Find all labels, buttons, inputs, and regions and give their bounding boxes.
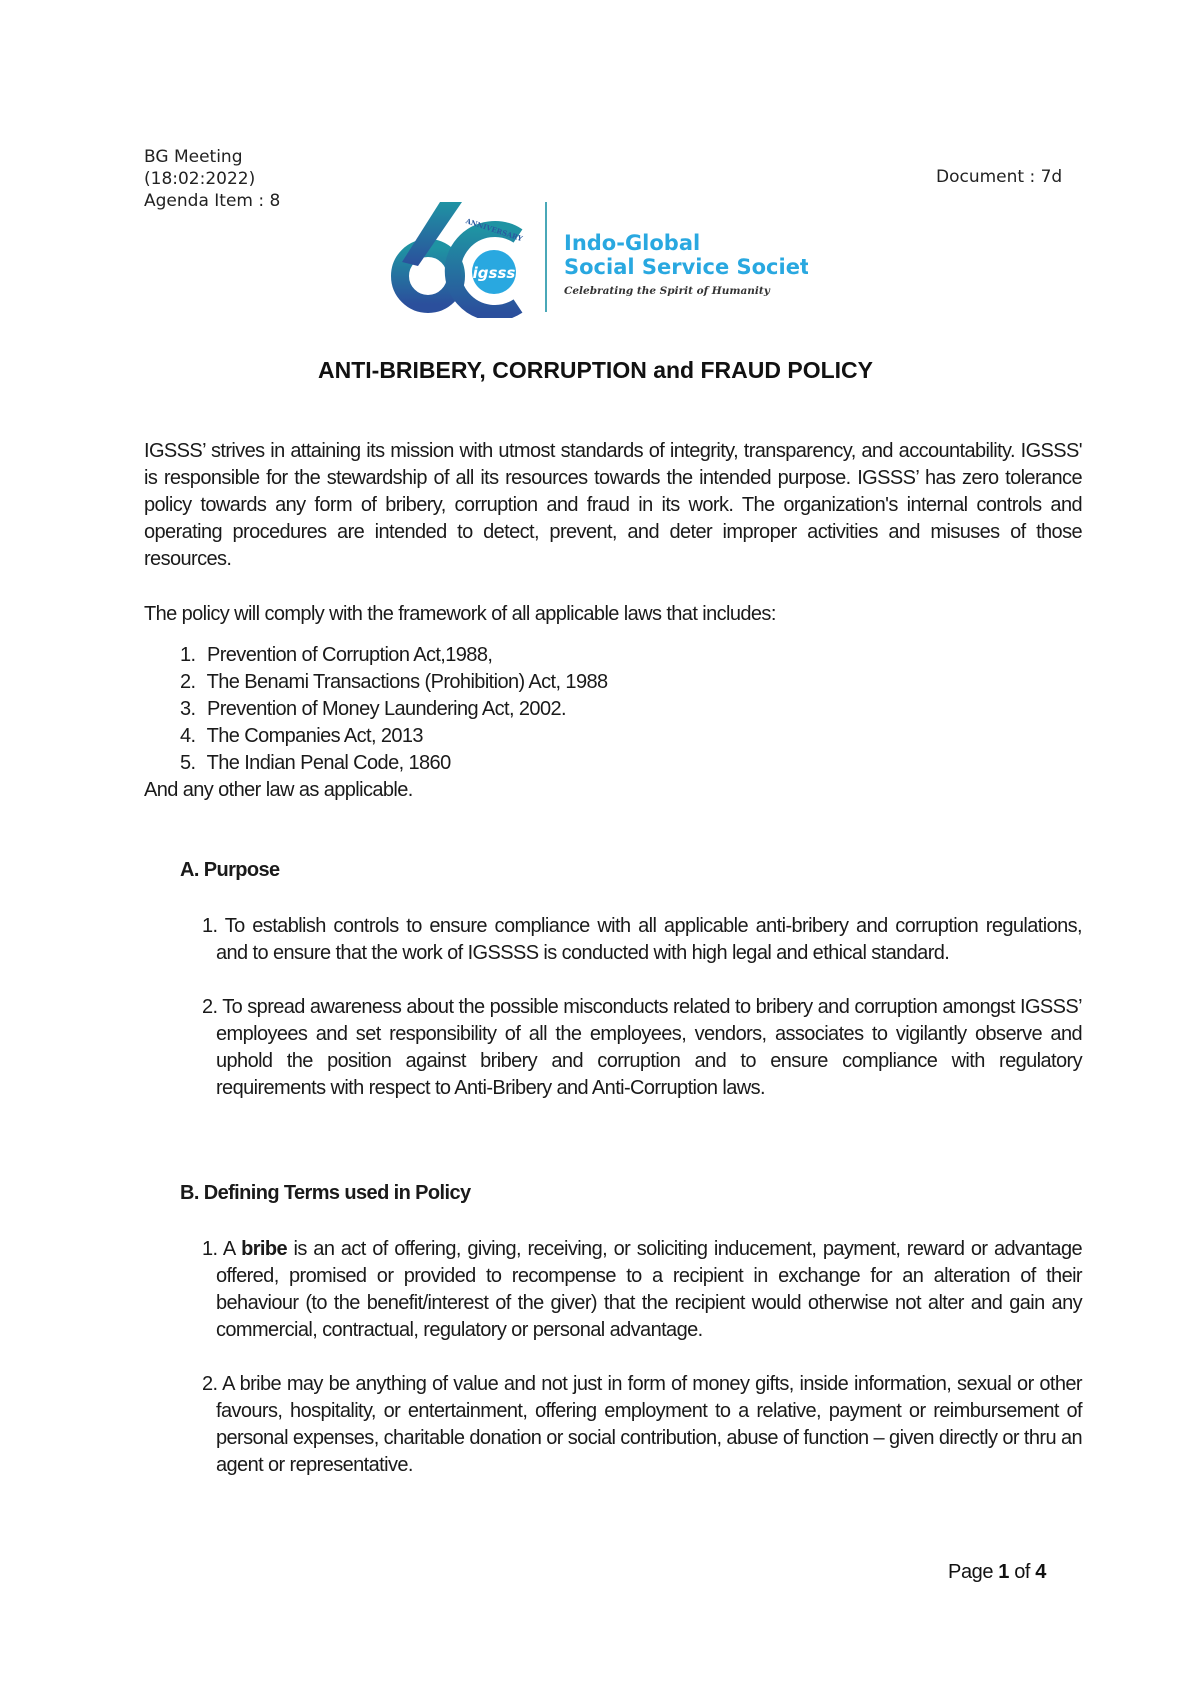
laws-outro: And any other law as applicable. (144, 779, 413, 801)
list-item: 4. The Companies Act, 2013 (180, 725, 423, 747)
igsss-logo (388, 200, 808, 318)
meeting-date: (18:02:2022) (144, 169, 256, 189)
intro-paragraph: IGSSS’ strives in attaining its mission with utmost standards of integrity, transparency, and accountability. IGSSS' is responsible for the stewardship of all its resources towards the intended purpose. IGSSS’ has zero tolerance policy towards any form of bribery, corruption and fraud in its work. The organization's internal controls and operating procedures are intended to detect, prevent, and deter improper activities and misuses of those resources. (144, 440, 1082, 570)
section-heading-purpose: A. Purpose (180, 859, 280, 881)
list-item: 3. Prevention of Money Laundering Act, 2002. (180, 698, 566, 720)
section-heading-defining-terms: B. Defining Terms used in Policy (180, 1182, 471, 1204)
svg-text:Indo-Global: Indo-Global (564, 231, 701, 255)
document-reference: Document : 7d (936, 167, 1063, 187)
list-item: 5. The Indian Penal Code, 1860 (180, 752, 451, 774)
list-item: 2. A bribe may be anything of value and not just in form of money gifts, inside information, sexual or other favours, hospitality, or entertainment, offering employment to a relative, payment or reimbursement of personal expenses, charitable donation or social contribution, abuse of function – given directly or thru an agent or representative. (202, 1373, 1082, 1476)
agenda-item: Agenda Item : 8 (144, 191, 281, 211)
sixty-anniversary-icon (388, 200, 808, 318)
svg-text:ANNIVERSARY: ANNIVERSARY (464, 216, 524, 244)
laws-list (180, 642, 608, 777)
list-item: 1. A bribe is an act of offering, giving, receiving, or soliciting inducement, payment, reward or advantage offered, promised or provided to recompense to a recipient in exchange for an alteration of their behaviour (to the benefit/interest of the giver) that the recipient would otherwise not alter and gain any commercial, contractual, regulatory or personal advantage. (202, 1238, 1083, 1341)
page-title: ANTI-BRIBERY, CORRUPTION and FRAUD POLICY (318, 357, 873, 383)
svg-text:Celebrating the Spirit of Huma: Celebrating the Spirit of Humanity (564, 285, 770, 297)
svg-text:igsss: igsss (472, 264, 516, 282)
page-number: Page 1 of 4 (948, 1561, 1046, 1583)
term-bribe: bribe (241, 1238, 287, 1260)
list-item: 2. To spread awareness about the possible misconducts related to bribery and corruption amongst IGSSS’ employees and set responsibility of all the employees, vendors, associates to vigilantly observe and uphold the position against bribery and corruption and to ensure compliance with regulatory requirements with respect to Anti-Bribery and Anti-Corruption laws. (202, 996, 1082, 1099)
laws-intro: The policy will comply with the framework of all applicable laws that includes: (144, 603, 776, 625)
list-item: 1. To establish controls to ensure compliance with all applicable anti-bribery and corruption regulations, and to ensure that the work of IGSSSS is conducted with high legal and ethical standard. (202, 915, 1082, 964)
list-item: 1. Prevention of Corruption Act,1988, (180, 644, 493, 666)
meeting-info (144, 146, 280, 212)
list-item: 2. The Benami Transactions (Prohibition) Act, 1988 (180, 671, 608, 693)
svg-text:Social Service Society: Social Service Society (564, 255, 808, 279)
meeting-label: BG Meeting (144, 147, 243, 167)
